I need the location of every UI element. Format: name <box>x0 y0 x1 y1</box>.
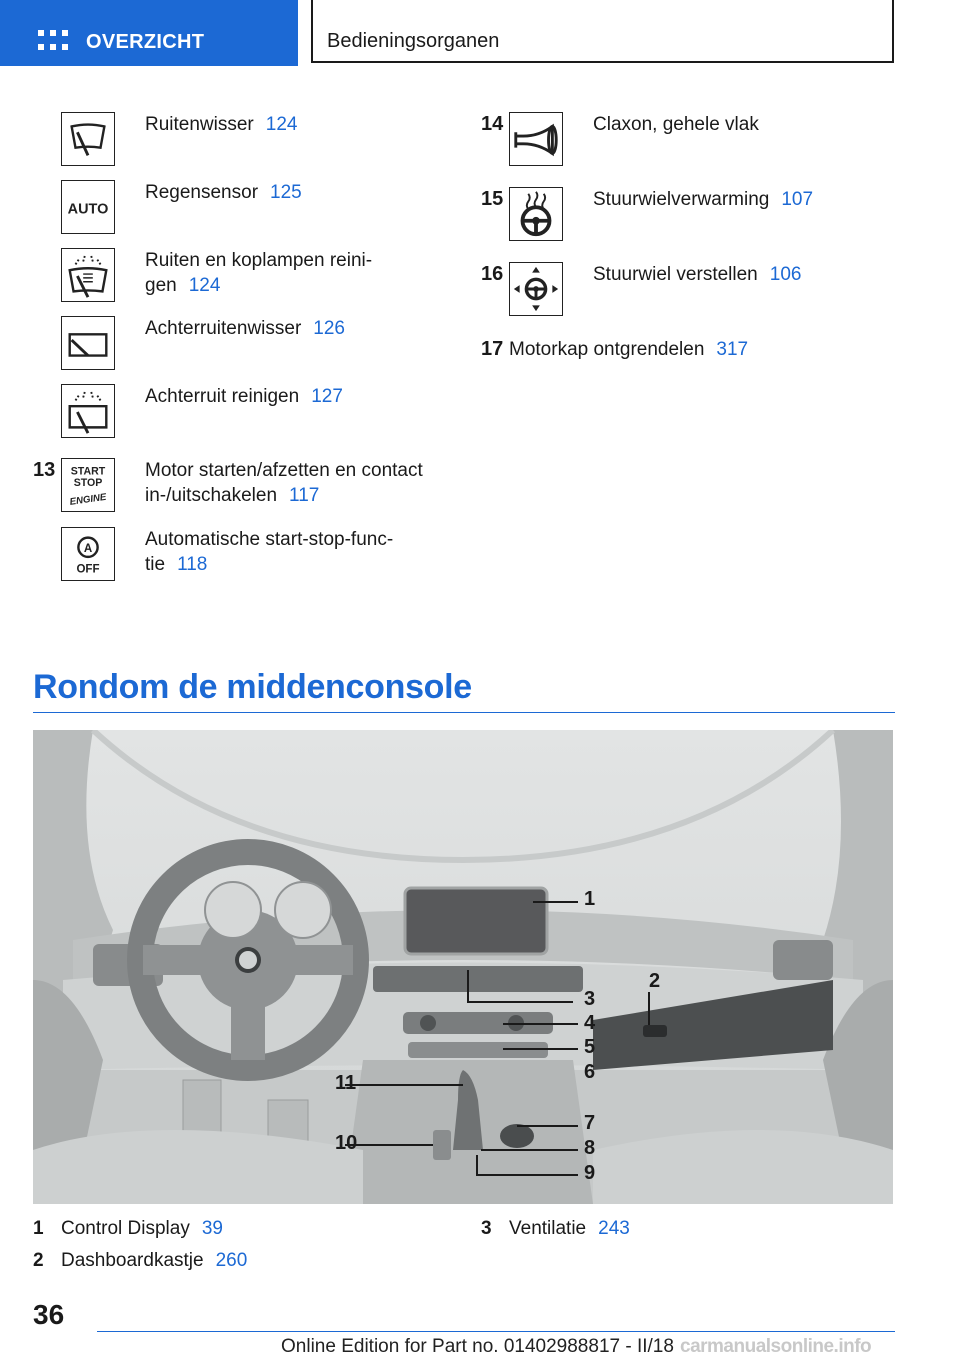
entry-label: Motorkap ontgrendelen <box>509 339 705 360</box>
entry-number: 16 <box>481 263 504 285</box>
control-entry <box>33 384 443 440</box>
callout-label-3: 3 <box>584 988 596 1010</box>
entry-number: 14 <box>481 113 504 135</box>
entry-label: Stuurwielverwarming <box>593 189 770 210</box>
callout-label-6: 6 <box>584 1061 596 1083</box>
tab-section[interactable] <box>311 0 894 63</box>
callout-label-7: 7 <box>584 1112 596 1134</box>
entry-label-line: Motor starten/afzetten en contact <box>145 460 423 481</box>
callout-label-5: 5 <box>584 1036 596 1058</box>
center-console-illustration <box>33 730 893 1204</box>
control-entry <box>33 180 443 236</box>
legend-label: Dashboardkastje <box>61 1250 204 1271</box>
callout-label-4: 4 <box>584 1012 596 1034</box>
entry-number: 15 <box>481 188 504 210</box>
page-reference-link[interactable]: 126 <box>313 318 345 339</box>
entry-label-line: Ruiten en koplampen reini- <box>145 250 373 271</box>
horn-icon <box>509 112 563 166</box>
legend-number: 1 <box>33 1218 44 1239</box>
page-reference-link[interactable]: 39 <box>201 1218 223 1239</box>
entry-label: Claxon, gehele vlak <box>593 114 759 135</box>
page-reference-link[interactable]: 260 <box>215 1250 248 1271</box>
page-reference-link[interactable]: 117 <box>289 485 320 506</box>
control-entry <box>33 458 443 514</box>
entry-label: Stuurwiel verstellen <box>593 264 758 285</box>
entry-number: 17 <box>481 338 504 360</box>
control-entry <box>481 337 895 367</box>
entry-label: Achterruit reinigen <box>145 386 300 407</box>
entry-label-line: Automatische start-stop-func- <box>145 529 394 550</box>
page-reference-link[interactable]: 106 <box>769 264 802 285</box>
control-entry <box>481 187 895 243</box>
entry-label: tie <box>145 554 166 575</box>
control-entry <box>481 262 895 318</box>
callout-label-2: 2 <box>649 970 661 992</box>
page-reference-link[interactable]: 118 <box>177 554 208 575</box>
washer-headlamp-icon <box>61 248 115 302</box>
callout-label-11: 11 <box>335 1072 357 1094</box>
front-wiper-icon <box>61 112 115 166</box>
callout-label-8: 8 <box>584 1137 596 1159</box>
callout-label-9: 9 <box>584 1162 596 1184</box>
legend-number: 2 <box>33 1250 44 1271</box>
page-reference-link[interactable]: 243 <box>598 1218 630 1239</box>
grid-icon <box>38 30 68 52</box>
footer-divider <box>97 1331 895 1332</box>
steering-wheel-adjust-icon <box>509 262 563 316</box>
tab-overview-label: OVERZICHT <box>86 31 205 53</box>
page-reference-link[interactable]: 107 <box>781 189 814 210</box>
tab-section-label: Bedieningsorganen <box>327 30 500 52</box>
svg-text:STOP: STOP <box>73 476 103 489</box>
entry-number: 13 <box>33 459 56 481</box>
page-reference-link[interactable]: 124 <box>188 275 221 296</box>
rear-wiper-icon <box>61 316 115 370</box>
heading-divider <box>33 712 895 713</box>
tab-overview[interactable] <box>0 0 298 66</box>
rain-sensor-auto-icon <box>61 180 115 234</box>
rear-washer-icon <box>61 384 115 438</box>
control-entry <box>33 112 443 168</box>
page-reference-link[interactable]: 124 <box>265 114 298 135</box>
entry-label: Regensensor <box>145 182 259 203</box>
svg-text:ENGINE: ENGINE <box>69 491 108 508</box>
edition-note: Online Edition for Part no. 01402988817 - II/18 <box>281 1336 674 1357</box>
page-number: 36 <box>33 1299 65 1330</box>
control-entry <box>33 316 443 372</box>
svg-text:OFF: OFF <box>76 563 100 576</box>
top-navigation <box>0 0 960 66</box>
callout-label-10: 10 <box>335 1132 358 1154</box>
page-reference-link[interactable]: 125 <box>270 182 302 203</box>
callout-label-1: 1 <box>584 888 596 910</box>
legend-label: Control Display <box>61 1218 190 1239</box>
control-entry <box>33 527 443 583</box>
control-entry <box>481 112 895 168</box>
entry-label: in-/uitschakelen <box>145 485 278 506</box>
entry-label: Ruitenwisser <box>145 114 254 135</box>
entry-label: Achterruitenwisser <box>145 318 302 339</box>
control-entry <box>33 248 443 304</box>
legend-label: Ventilatie <box>509 1218 587 1239</box>
start-stop-engine-icon <box>61 458 115 512</box>
entry-label: gen <box>145 275 177 296</box>
watermark: carmanualsonline.info <box>680 1336 872 1357</box>
page-reference-link[interactable]: 127 <box>311 386 343 407</box>
section-heading: Rondom de middenconsole <box>33 668 472 706</box>
steering-wheel-heating-icon <box>509 187 563 241</box>
svg-text:START: START <box>70 465 106 478</box>
page-reference-link[interactable]: 317 <box>716 339 749 360</box>
legend-number: 3 <box>481 1218 492 1239</box>
svg-text:A: A <box>83 543 93 556</box>
svg-text:AUTO: AUTO <box>67 201 109 218</box>
auto-start-stop-off-icon <box>61 527 115 581</box>
